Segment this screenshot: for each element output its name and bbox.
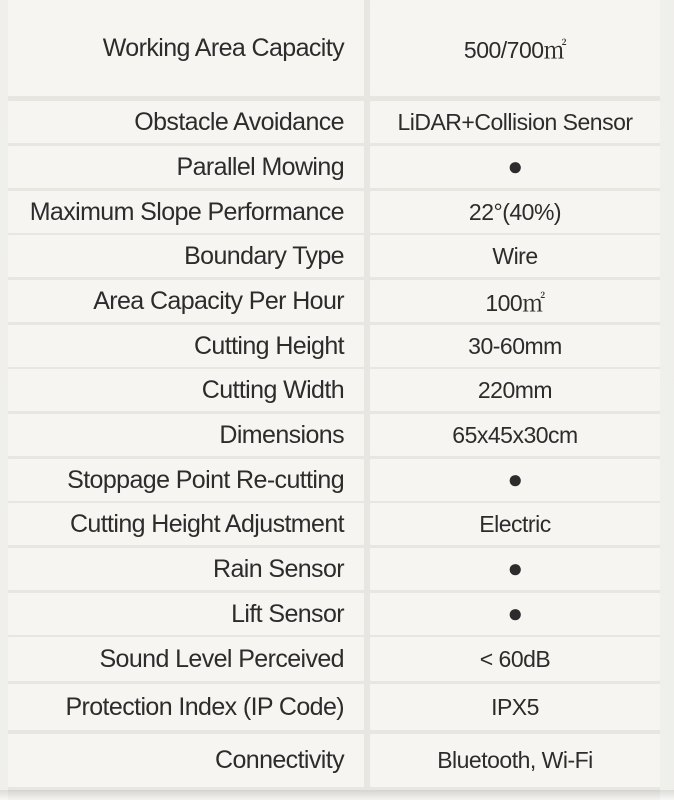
spec-label: Working Area Capacity bbox=[8, 0, 364, 96]
spec-label: Protection Index (IP Code) bbox=[8, 684, 364, 730]
spec-value: 220mm bbox=[370, 369, 660, 411]
spec-value: 100㎡ bbox=[370, 280, 660, 322]
spec-value: Wire bbox=[370, 235, 660, 277]
spec-label: Connectivity bbox=[8, 734, 364, 787]
spec-label: Sound Level Perceived bbox=[8, 637, 364, 681]
table-row-stoppage-point-re-cutting bbox=[8, 459, 660, 501]
spec-value: 500/700㎡ bbox=[370, 0, 660, 96]
table-row-area-capacity-per-hour bbox=[8, 280, 660, 322]
table-row-working-area-capacity bbox=[8, 0, 660, 96]
table-row-protection-index bbox=[8, 684, 660, 730]
spec-value: LiDAR+Collision Sensor bbox=[370, 101, 660, 143]
specification-table bbox=[8, 0, 660, 787]
spec-value: Bluetooth, Wi-Fi bbox=[370, 734, 660, 787]
spec-label: Parallel Mowing bbox=[8, 146, 364, 188]
spec-value-bullet bbox=[370, 459, 660, 501]
supported-bullet-icon: ● bbox=[507, 598, 523, 628]
spec-value: 65x45x30cm bbox=[370, 414, 660, 456]
spec-label: Rain Sensor bbox=[8, 548, 364, 590]
spec-label: Area Capacity Per Hour bbox=[8, 280, 364, 322]
spec-label: Lift Sensor bbox=[8, 593, 364, 635]
table-row-cutting-height bbox=[8, 325, 660, 367]
bottom-shadow bbox=[0, 790, 674, 800]
table-row-dimensions bbox=[8, 414, 660, 456]
spec-label: Cutting Width bbox=[8, 369, 364, 411]
table-row-sound-level-perceived bbox=[8, 637, 660, 681]
supported-bullet-icon: ● bbox=[507, 464, 523, 494]
supported-bullet-icon: ● bbox=[507, 151, 523, 181]
table-row-connectivity bbox=[8, 734, 660, 787]
spec-value: 22°(40%) bbox=[370, 191, 660, 233]
table-row-obstacle-avoidance bbox=[8, 101, 660, 143]
table-row-parallel-mowing bbox=[8, 146, 660, 188]
table-row-rain-sensor bbox=[8, 548, 660, 590]
spec-label: Cutting Height bbox=[8, 325, 364, 367]
supported-bullet-icon: ● bbox=[507, 553, 523, 583]
table-row-cutting-height-adjustment bbox=[8, 503, 660, 545]
spec-value-bullet bbox=[370, 593, 660, 635]
table-row-maximum-slope-performance bbox=[8, 191, 660, 233]
spec-label: Cutting Height Adjustment bbox=[8, 503, 364, 545]
spec-value: < 60dB bbox=[370, 637, 660, 681]
table-row-boundary-type bbox=[8, 235, 660, 277]
table-row-cutting-width bbox=[8, 369, 660, 411]
spec-value: Electric bbox=[370, 503, 660, 545]
spec-label: Obstacle Avoidance bbox=[8, 101, 364, 143]
spec-label: Maximum Slope Performance bbox=[8, 191, 364, 233]
spec-value-bullet bbox=[370, 548, 660, 590]
spec-value-bullet bbox=[370, 146, 660, 188]
spec-label: Boundary Type bbox=[8, 235, 364, 277]
spec-value: IPX5 bbox=[370, 684, 660, 730]
spec-label: Stoppage Point Re-cutting bbox=[8, 459, 364, 501]
table-row-lift-sensor bbox=[8, 593, 660, 635]
spec-label: Dimensions bbox=[8, 414, 364, 456]
spec-value: 30-60mm bbox=[370, 325, 660, 367]
